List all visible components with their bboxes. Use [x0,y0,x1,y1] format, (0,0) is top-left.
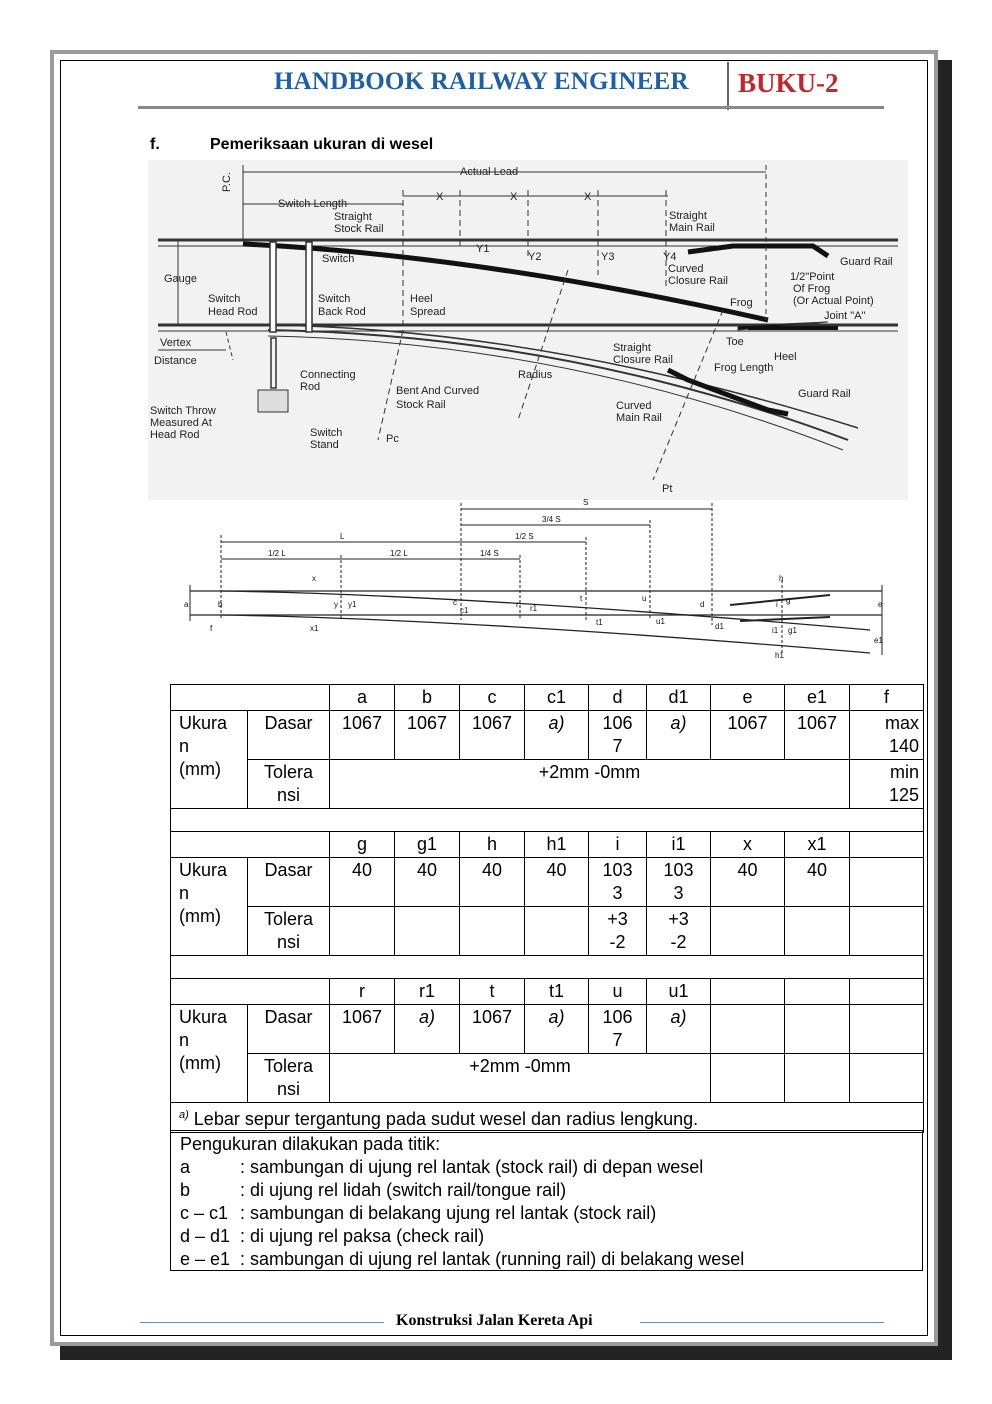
header-t1: t1 [525,979,589,1005]
section-title: Pemeriksaan ukuran di wesel [210,136,434,153]
list-item: b : di ujung rel lidah (switch rail/tongue rail) [180,1180,567,1200]
label-switch: Switch [322,253,355,265]
tolerance-merged-1: +2mm -0mm [330,760,850,809]
label-curved-closure-rail-2: Closure Rail [668,275,728,287]
value-b: 1067 [395,711,460,760]
header-c1: c1 [525,685,589,711]
point-g: g [786,596,791,605]
point-d1: d1 [715,622,724,631]
value-d1: a) [647,711,711,760]
point-c: c [453,598,457,607]
label-switch-throw-2: Measured At [150,417,212,429]
label-heel-spread-2: Spread [410,306,446,318]
label-straight-stock-rail-1: Straight [334,211,372,223]
header-h: h [460,832,525,858]
header-i1: i1 [647,832,711,858]
value-c1: a) [525,711,589,760]
point-u: u [642,594,647,603]
point-h: h [779,574,784,583]
measurement-points-svg [170,495,896,665]
row-label-ukuran: Ukura n (mm) [171,711,248,809]
value-g: 40 [330,858,395,907]
label-straight-main-rail-2: Main Rail [669,222,715,234]
label-radius: Radius [518,369,553,381]
label-y3: Y3 [601,251,615,263]
label-y1: Y1 [476,243,490,255]
point-y1: y1 [348,600,357,609]
header-g1: g1 [395,832,460,858]
point-u1: u1 [656,617,665,626]
table-row [171,760,924,809]
point-t: t [580,594,583,603]
value-h: 40 [460,858,525,907]
header-rule [138,106,884,109]
label-dasar: Dasar [248,1005,330,1054]
label-bent-curved-stock-rail-2: Stock Rail [396,399,446,411]
point-t1: t1 [596,618,603,627]
footer-rule-left [140,1322,384,1323]
point-r1: r1 [530,604,538,613]
value-u: 106 7 [589,1005,647,1054]
label-vertex-distance-2: Distance [154,355,197,367]
header-g: g [330,832,395,858]
label-curved-main-rail-1: Curved [616,400,652,412]
header-h1: h1 [525,832,589,858]
label-switch-back-rod-2: Back Rod [318,306,366,318]
label-connecting-rod-1: Connecting [300,369,356,381]
points-box-title: Pengukuran dilakukan pada titik: [180,1134,441,1154]
table-footnote: $^{a)}$ Lebar sepur tergantung pada sudut wesel dan radius lengkung. [171,1103,924,1133]
measurement-table [170,684,924,1133]
tolerance-f: min 125 [850,760,924,809]
label-straight-stock-rail-2: Stock Rail [334,223,384,235]
label-switch-head-rod-1: Switch [208,293,241,305]
label-toleransi: Tolera nsi [248,760,330,809]
point-y: y [334,600,338,609]
dim-quarter-s: 1/4 S [480,549,499,558]
point-e1: e1 [874,636,883,645]
label-toe: Toe [726,336,744,348]
label-gauge: Gauge [164,273,198,285]
dim-half-l-2: 1/2 L [390,549,408,558]
dim-three-quarter-s: 3/4 S [542,515,561,524]
point-h1: h1 [775,651,784,660]
value-h1: 40 [525,858,589,907]
tolerance-i: +3 -2 [589,907,647,956]
label-switch-head-rod-2: Head Rod [208,306,258,318]
footer-text: Konstruksi Jalan Kereta Api [396,1312,593,1329]
turnout-diagram [148,160,908,500]
label-switch-throw-1: Switch Throw [150,405,216,417]
header-f: f [850,685,924,711]
table-row [171,907,924,956]
dim-s: S [583,498,589,507]
table-row [171,1054,924,1103]
header-divider [727,62,729,110]
label-pc-top: P.C. [221,172,233,192]
measurement-points-diagram [170,495,896,665]
header-x: x [711,832,785,858]
header-t: t [460,979,525,1005]
point-x1: x1 [310,624,319,633]
label-toleransi: Tolera nsi [248,907,330,956]
point-d: d [700,600,705,609]
label-switch-stand-2: Stand [310,439,339,451]
table-row [171,832,924,858]
header-i: i [589,832,647,858]
table-row [171,685,924,711]
row-label-ukuran: Ukura n (mm) [171,858,248,956]
label-switch-stand-1: Switch [310,427,343,439]
table-row [171,979,924,1005]
point-e: e [878,600,883,609]
value-x1: 40 [785,858,850,907]
tolerance-i1: +3 -2 [647,907,711,956]
value-i1: 103 3 [647,858,711,907]
label-x-2: X [510,191,518,203]
header-title: HANDBOOK RAILWAY ENGINEER [274,68,689,95]
value-t1: a) [525,1005,589,1054]
row-label-ukuran: Ukura n (mm) [171,1005,248,1103]
header-c: c [460,685,525,711]
label-x-3: X [584,191,592,203]
label-pt: Pt [662,483,673,495]
turnout-diagram-svg [148,160,908,500]
point-c1: c1 [460,606,469,615]
label-x-1: X [436,191,444,203]
value-c: 1067 [460,711,525,760]
label-guard-rail-top: Guard Rail [840,256,893,268]
value-t: 1067 [460,1005,525,1054]
label-pc: Pc [386,433,399,445]
label-vertex-distance-1: Vertex [160,337,192,349]
label-switch-back-rod-1: Switch [318,293,351,305]
table-row [171,711,924,760]
header-d1: d1 [647,685,711,711]
point-i: i [776,600,778,609]
list-item: c – c1 : sambungan di belakang ujung rel lantak (stock rail) [180,1203,657,1223]
value-f: max 140 [850,711,924,760]
header-book: BUKU-2 [738,68,839,98]
label-y2: Y2 [528,251,542,263]
tolerance-merged-3: +2mm -0mm [330,1054,711,1103]
measurement-points-box [170,1130,923,1271]
list-item: a : sambungan di ujung rel lantak (stock rail) di depan wesel [180,1157,704,1177]
label-dasar: Dasar [248,858,330,907]
label-switch-throw-3: Head Rod [150,429,200,441]
value-e: 1067 [711,711,785,760]
point-i1: i1 [772,626,779,635]
label-joint-a: Joint "A" [824,310,866,322]
table-row [171,1005,924,1054]
label-toleransi: Tolera nsi [248,1054,330,1103]
table-note-row [171,1103,924,1133]
label-dasar: Dasar [248,711,330,760]
dim-half-s: 1/2 S [515,532,534,541]
label-frog: Frog [730,297,753,309]
value-g1: 40 [395,858,460,907]
label-curved-main-rail-2: Main Rail [616,412,662,424]
label-straight-closure-rail-1: Straight [613,342,651,354]
header-x1: x1 [785,832,850,858]
label-straight-closure-rail-2: Closure Rail [613,354,673,366]
label-half-point-3: (Or Actual Point) [793,295,874,307]
label-frog-length: Frog Length [714,362,774,374]
table-row [171,858,924,907]
label-curved-closure-rail-1: Curved [668,263,704,275]
header-r1: r1 [395,979,460,1005]
header-e: e [711,685,785,711]
point-b: b [218,600,223,609]
header-d: d [589,685,647,711]
header-u: u [589,979,647,1005]
value-r1: a) [395,1005,460,1054]
value-i: 103 3 [589,858,647,907]
dim-half-l-1: 1/2 L [268,549,286,558]
label-bent-curved-stock-rail-1: Bent And Curved [396,385,480,397]
label-switch-length: Switch Length [278,198,348,210]
header-r: r [330,979,395,1005]
list-item: d – d1 : di ujung rel paksa (check rail) [180,1226,485,1246]
header-e1: e1 [785,685,850,711]
footer-rule-right [640,1322,884,1323]
label-connecting-rod-2: Rod [300,381,321,393]
point-f: f [210,624,213,633]
value-d: 106 7 [589,711,647,760]
header-a: a [330,685,395,711]
value-a: 1067 [330,711,395,760]
label-y4: Y4 [663,251,677,263]
point-x: x [312,574,316,583]
list-item: e – e1 : sambungan di ujung rel lantak (running rail) di belakang wesel [180,1249,745,1269]
dim-l: L [340,532,345,541]
label-actual-lead: Actual Lead [460,166,519,178]
value-r: 1067 [330,1005,395,1054]
header-u1: u1 [647,979,711,1005]
point-r: r [516,600,519,609]
label-half-point-1: 1/2"Point [790,271,835,283]
value-e1: 1067 [785,711,850,760]
section-number: f. [150,136,160,153]
value-x: 40 [711,858,785,907]
label-guard-rail-bottom: Guard Rail [798,388,851,400]
label-straight-main-rail-1: Straight [669,210,707,222]
label-heel: Heel [774,351,797,363]
label-half-point-2: Of Frog [793,283,831,295]
point-a: a [184,600,189,609]
header-b: b [395,685,460,711]
value-u1: a) [647,1005,711,1054]
label-heel-spread-1: Heel [410,293,433,305]
point-g1: g1 [788,626,797,635]
